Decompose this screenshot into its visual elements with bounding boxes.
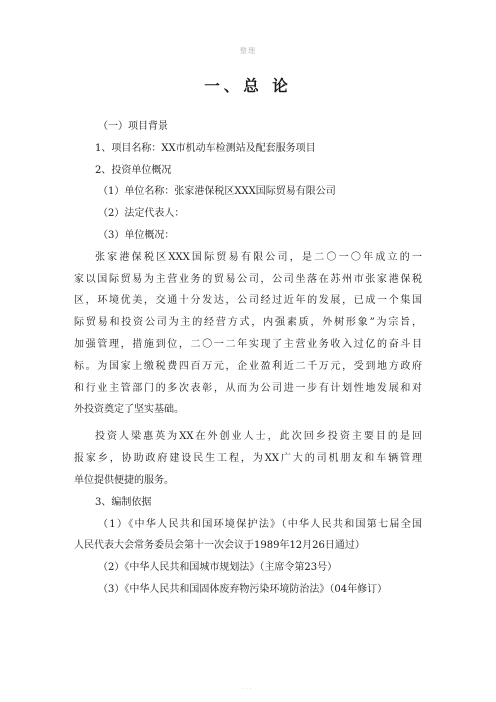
paragraph-line: 际贸易和投资公司为主的经营方式，内强素质，外树形象”为宗旨， — [74, 317, 422, 329]
paragraph-line: 外投资奠定了坚实基础。 — [74, 404, 184, 416]
paragraph-line: 加强管理，措施到位，二〇一二年实现了主营业务收入过亿的奋斗目 — [74, 338, 422, 350]
paragraph-line: 投资人梁惠英为XX在外创业人士，此次回乡投资主要目的是回 — [95, 431, 422, 443]
paragraph-line: 报家乡，协助政府建设民生工程，为XX广大的司机朋友和车辆管理 — [74, 453, 422, 465]
item-project-name: 1、项目名称：XX市机动车检测站及配套服务项目 — [95, 142, 316, 154]
section-title: 一、总 论 — [204, 76, 292, 95]
paragraph-line: 标。为国家上缴税费四百万元，企业盈利近二千万元，受到地方政府 — [74, 360, 422, 372]
item-company-overview: （3）单位概况： — [98, 229, 175, 241]
item-company-name: （1）单位名称：张家港保税区XXX国际贸易有限公司 — [98, 186, 336, 198]
document-body — [74, 120, 422, 605]
footer-mark: · · · — [242, 686, 252, 693]
reference-line: （1）《中华人民共和国环境保护法》（中华人民共和国第七届全国 — [98, 518, 422, 530]
heading-project-background: （一）项目背景 — [98, 121, 168, 132]
item-legal-representative: （2）法定代表人： — [98, 208, 185, 220]
item-investor-overview: 2、投资单位概况 — [95, 164, 172, 176]
paragraph-line: 张家港保税区XXX国际贸易有限公司，是二〇一〇年成立的一 — [95, 251, 422, 263]
reference-line: 人民代表大会常务委员会第十一次会议于1989年12月26日通过） — [74, 540, 365, 552]
paragraph-line: 区，环境优美，交通十分发达，公司经过近年的发展，已成一个集国 — [74, 295, 422, 307]
paragraph-line: 家以国际贸易为主营业务的贸易公司，公司坐落在苏州市张家港保税 — [74, 273, 422, 285]
paragraph-line: 单位提供便捷的服务。 — [74, 474, 174, 486]
header-watermark: 整理 — [240, 47, 256, 55]
reference-line: （3）《中华人民共和国固体废弃物污染环境防治法》（04年修订） — [98, 583, 388, 595]
item-compilation-basis: 3、编制依据 — [95, 496, 152, 508]
paragraph-line: 和行业主管部门的多次表彰，从而为公司进一步有计划性地发展和对 — [74, 382, 422, 394]
reference-line: （2）《中华人民共和国城市规划法》（主席令第23号） — [98, 562, 338, 574]
